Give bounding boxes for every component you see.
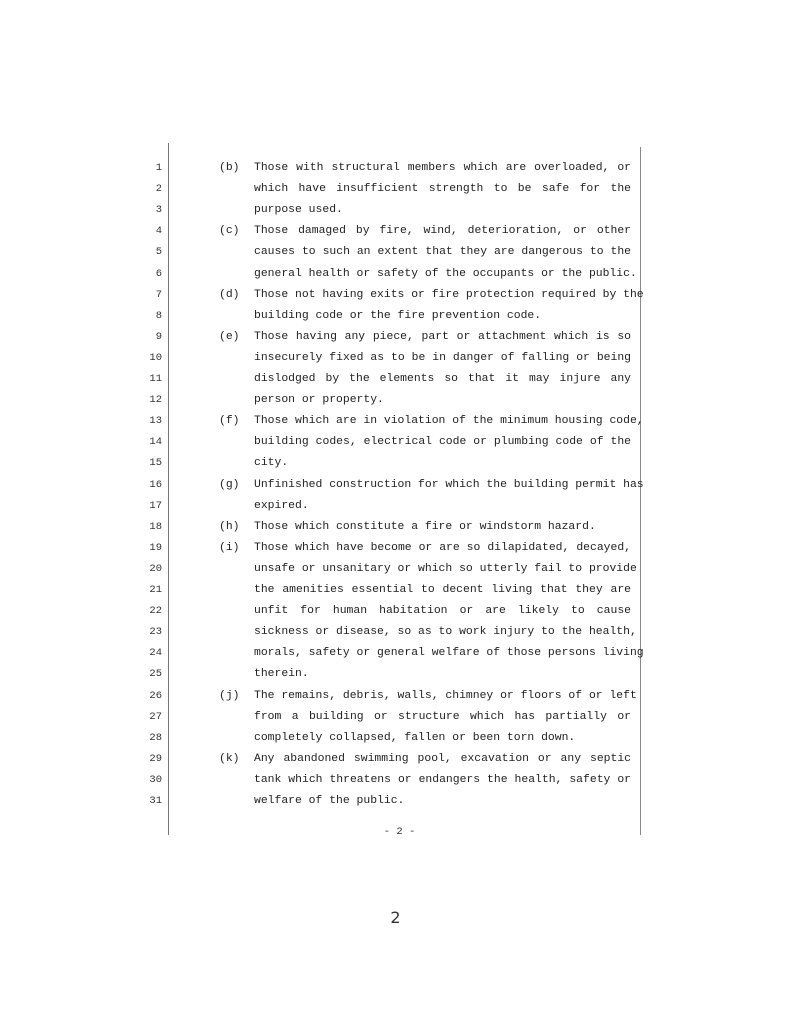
document-line	[0, 668, 791, 689]
line-text: Unfinished construction for which the building permit has	[254, 478, 644, 491]
item-label: (d)	[219, 288, 240, 301]
line-text: dislodged by the elements so that it may injure any	[254, 373, 631, 385]
line-text: the amenities essential to decent living that they are	[254, 584, 631, 596]
line-text: Those damaged by fire, wind, deterioration, or other	[254, 225, 631, 238]
line-text: building code or the fire prevention code.	[254, 309, 542, 322]
line-number: 18	[149, 520, 162, 533]
line-text: unfit for human habitation or are likely to cause	[254, 605, 631, 618]
line-number: 14	[149, 436, 162, 449]
line-number: 9	[155, 330, 162, 343]
document-line	[0, 584, 791, 605]
line-number: 11	[149, 373, 162, 385]
document-line	[0, 162, 791, 183]
line-text: Those having any piece, part or attachment which is so	[254, 330, 631, 343]
line-text: Those which have become or are so dilapidated, decayed,	[254, 541, 631, 554]
document-line	[0, 352, 791, 373]
line-text: insecurely fixed as to be in danger of falling or being	[254, 351, 631, 364]
line-number: 2	[155, 183, 162, 196]
line-number: 4	[155, 225, 162, 238]
line-text: purpose used.	[254, 204, 343, 217]
document-line	[0, 647, 791, 668]
line-number: 28	[149, 731, 162, 744]
item-label: (e)	[219, 330, 240, 343]
line-number: 26	[149, 689, 162, 702]
line-number: 23	[149, 626, 162, 639]
line-number: 20	[149, 562, 162, 575]
line-text: Any abandoned swimming pool, excavation or any septic	[254, 752, 631, 765]
line-text: Those with structural members which are overloaded, or	[254, 162, 631, 174]
line-number: 22	[149, 605, 162, 618]
line-number: 15	[149, 457, 162, 470]
line-text: welfare of the public.	[254, 795, 405, 807]
document-line	[0, 373, 791, 394]
item-label: (h)	[219, 520, 240, 533]
line-number: 13	[149, 415, 162, 428]
document-line	[0, 521, 791, 542]
page-footer: - 2 -	[383, 826, 416, 838]
line-number: 3	[155, 204, 162, 217]
line-number: 19	[149, 541, 162, 554]
line-text: completely collapsed, fallen or been torn down.	[254, 731, 576, 744]
document-line	[0, 331, 791, 352]
document-line	[0, 415, 791, 436]
document-line	[0, 542, 791, 563]
document-line	[0, 479, 791, 500]
document-line	[0, 711, 791, 732]
line-text: general health or safety of the occupants or the public.	[254, 267, 637, 280]
item-label: (b)	[219, 162, 240, 174]
line-number: 8	[155, 309, 162, 322]
document-line	[0, 457, 791, 478]
item-label: (j)	[219, 689, 240, 702]
line-number: 24	[149, 647, 162, 660]
line-number: 7	[155, 288, 162, 301]
document-line	[0, 183, 791, 204]
line-text: city.	[254, 457, 289, 470]
line-number: 25	[149, 668, 162, 681]
line-number: 6	[155, 267, 162, 280]
document-line	[0, 774, 791, 795]
line-number: 30	[149, 773, 162, 786]
item-label: (g)	[219, 478, 240, 491]
line-text: person or property.	[254, 394, 384, 407]
document-line	[0, 795, 791, 816]
document-line	[0, 310, 791, 331]
line-text: from a building or structure which has partially or	[254, 710, 631, 723]
item-label: (f)	[219, 415, 240, 428]
line-number: 27	[149, 710, 162, 723]
line-number: 21	[149, 584, 162, 596]
line-text: Those not having exits or fire protection required by the	[254, 288, 644, 301]
line-text: expired.	[254, 499, 309, 512]
line-text: Those which are in violation of the minimum housing code,	[254, 415, 644, 428]
line-text: which have insufficient strength to be safe for the	[254, 183, 631, 196]
document-line	[0, 246, 791, 267]
line-text: The remains, debris, walls, chimney or floors of or left	[254, 689, 637, 702]
page-number: 2	[390, 908, 401, 927]
line-number: 31	[149, 795, 162, 807]
item-label: (c)	[219, 225, 240, 238]
document-line	[0, 500, 791, 521]
document-line	[0, 626, 791, 647]
line-text: Those which constitute a fire or windstorm hazard.	[254, 520, 596, 533]
item-label: (k)	[219, 752, 240, 765]
line-number: 5	[155, 246, 162, 259]
document-line	[0, 732, 791, 753]
line-text: morals, safety or general welfare of those persons living	[254, 647, 644, 660]
item-label: (i)	[219, 541, 240, 554]
line-number: 10	[149, 351, 162, 364]
document-line	[0, 268, 791, 289]
line-text: therein.	[254, 668, 309, 681]
line-text: sickness or disease, so as to work injury to the health,	[254, 626, 637, 639]
document-line	[0, 394, 791, 415]
document-line	[0, 690, 791, 711]
document-line	[0, 289, 791, 310]
line-number: 1	[155, 162, 162, 174]
document-line	[0, 436, 791, 457]
document-line	[0, 605, 791, 626]
line-text: tank which threatens or endangers the health, safety or	[254, 773, 631, 786]
document-line	[0, 225, 791, 246]
line-number: 17	[149, 499, 162, 512]
line-text: unsafe or unsanitary or which so utterly fail to provide	[254, 562, 637, 575]
document-line	[0, 563, 791, 584]
line-text: building codes, electrical code or plumbing code of the	[254, 436, 631, 449]
line-number: 29	[149, 752, 162, 765]
document-line	[0, 204, 791, 225]
line-text: causes to such an extent that they are dangerous to the	[254, 246, 631, 259]
document-line	[0, 753, 791, 774]
line-number: 16	[149, 478, 162, 491]
line-number: 12	[149, 394, 162, 407]
